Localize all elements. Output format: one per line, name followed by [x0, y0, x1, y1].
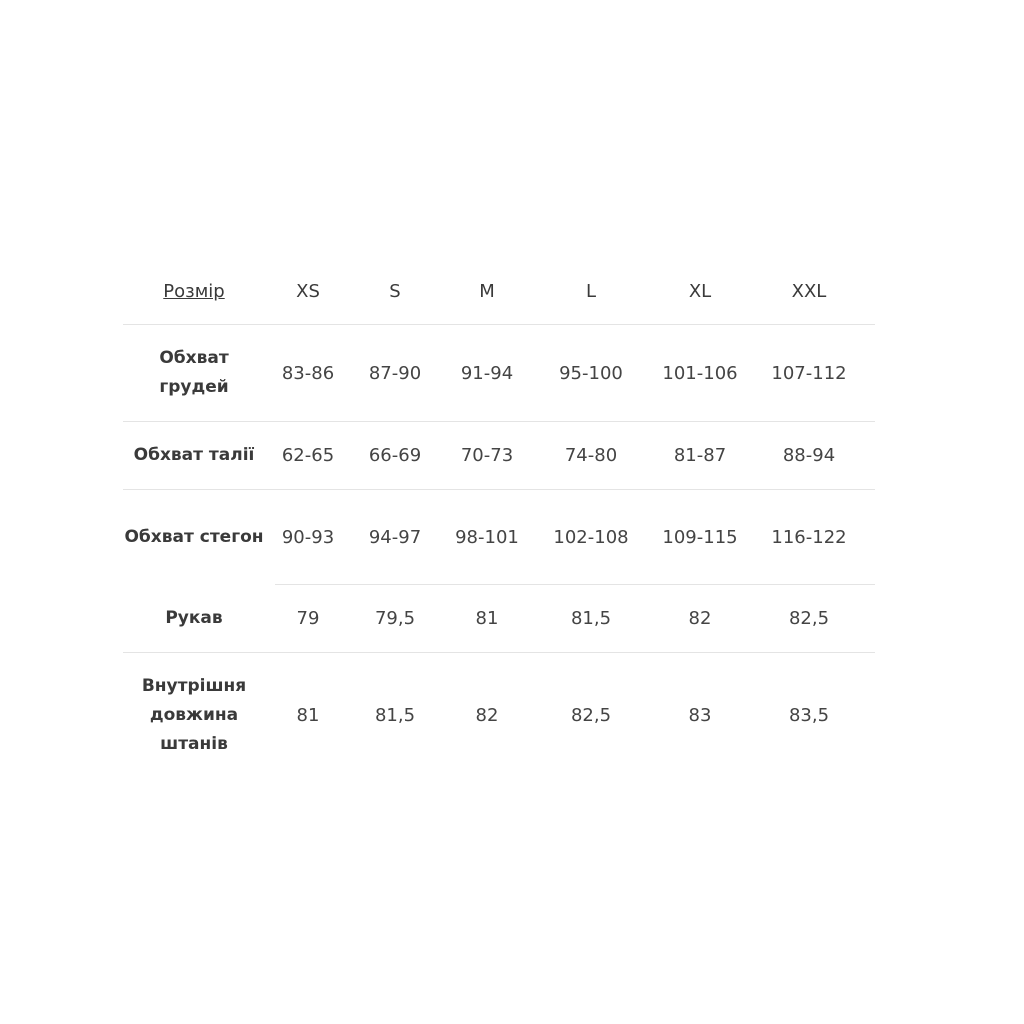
table-cell: 82,5	[788, 608, 830, 629]
size-header-s: S	[389, 280, 401, 302]
table-cell: 98-101	[455, 527, 519, 548]
row-label-inseam: Внутрішня довжина штанів	[141, 675, 247, 754]
table-cell: 74-80	[564, 445, 618, 466]
table-cell: 79	[296, 608, 320, 629]
table-cell: 81	[296, 704, 320, 726]
table-row-waist	[123, 422, 875, 490]
table-cell: 83,5	[788, 704, 830, 726]
size-header-xxl: XXL	[791, 280, 827, 302]
table-cell: 101-106	[662, 362, 738, 384]
table-cell: 66-69	[368, 445, 422, 466]
row-cells-sleeve	[255, 608, 855, 629]
table-cell: 81,5	[570, 608, 612, 629]
row-cells-waist	[255, 445, 855, 466]
table-cell: 81	[475, 608, 499, 629]
row-label-sleeve: Рукав	[165, 608, 223, 628]
table-cell: 87-90	[368, 362, 422, 384]
table-cell: 91-94	[460, 362, 514, 384]
size-header-xl: XL	[688, 280, 712, 302]
table-cell: 102-108	[553, 527, 629, 548]
table-cell: 62-65	[281, 445, 335, 466]
table-cell: 90-93	[281, 527, 335, 548]
row-cells-inseam	[255, 705, 855, 726]
table-cell: 81-87	[673, 445, 727, 466]
table-cell: 82	[688, 608, 712, 629]
table-cell: 81,5	[374, 704, 416, 726]
size-header-cells	[255, 281, 855, 302]
table-row-chest	[123, 325, 875, 422]
table-cell: 83-86	[281, 362, 335, 384]
row-label-chest: Обхват грудей	[159, 348, 229, 397]
table-cell: 70-73	[460, 445, 514, 466]
table-cell: 88-94	[782, 445, 836, 466]
table-cell: 82	[475, 704, 499, 726]
row-label-waist: Обхват талії	[133, 445, 255, 465]
table-header-row	[123, 258, 875, 325]
table-cell: 94-97	[368, 527, 422, 548]
table-row-hips	[123, 490, 875, 585]
row-label-hips: Обхват стегон	[124, 527, 264, 547]
table-cell: 116-122	[771, 527, 847, 548]
table-cell: 83	[688, 704, 712, 726]
table-cell: 79,5	[374, 608, 416, 629]
size-header-m: M	[479, 280, 495, 302]
size-header-label: Розмір	[163, 280, 225, 302]
table-cell: 82,5	[570, 704, 612, 726]
table-row-inseam	[123, 653, 875, 777]
row-cells-hips	[255, 527, 855, 548]
size-chart-table	[123, 258, 875, 777]
table-cell: 107-112	[771, 362, 847, 384]
size-header-xs: XS	[296, 280, 320, 302]
table-cell: 109-115	[662, 527, 738, 548]
table-row-sleeve	[123, 585, 875, 653]
table-cell: 95-100	[559, 362, 623, 384]
size-header-l: L	[585, 280, 597, 302]
row-cells-chest	[255, 363, 855, 384]
